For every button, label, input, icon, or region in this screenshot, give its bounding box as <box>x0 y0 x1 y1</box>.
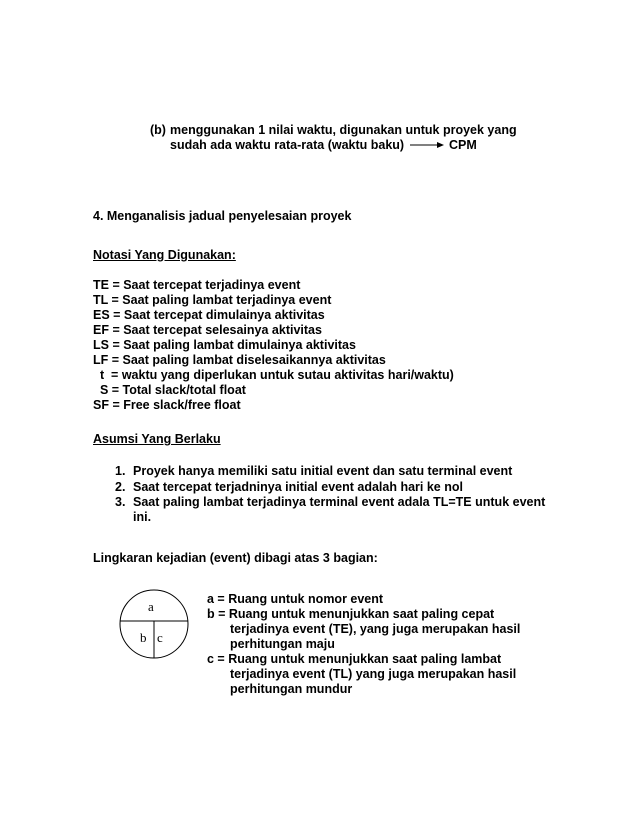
circle-label-b: b <box>140 630 147 645</box>
notation-item: S = Total slack/total float <box>93 383 246 397</box>
arrow-right-icon <box>410 140 444 150</box>
notation-heading: Notasi Yang Digunakan: <box>93 248 236 262</box>
intro-line-1: menggunakan 1 nilai waktu, digunakan untuk proyek yang <box>170 123 517 137</box>
circle-label-c: c <box>157 630 163 645</box>
desc-b-line-2: terjadinya event (TE), yang juga merupakan hasil <box>230 622 521 636</box>
circle-intro: Lingkaran kejadian (event) dibagi atas 3 bagian: <box>93 551 378 565</box>
assumptions-heading: Asumsi Yang Berlaku <box>93 432 221 446</box>
notation-item: LS = Saat paling lambat dimulainya aktivitas <box>93 338 356 352</box>
assumption-text: Saat tercepat terjadninya initial event adalah hari ke nol <box>133 480 463 494</box>
desc-b-line-3: perhitungan maju <box>230 637 335 651</box>
notation-item: t = waktu yang diperlukan untuk sutau aktivitas hari/waktu) <box>93 368 454 382</box>
assumption-text-continued: ini. <box>133 510 152 524</box>
intro-marker: (b) <box>150 123 166 137</box>
section-title: 4. Menganalisis jadual penyelesaian proyek <box>93 209 352 223</box>
notation-item: SF = Free slack/free float <box>93 398 241 412</box>
desc-c-line-2: terjadinya event (TL) yang juga merupakan hasil <box>230 667 517 681</box>
desc-a: a = Ruang untuk nomor event <box>207 592 384 606</box>
assumption-text: Proyek hanya memiliki satu initial event dan satu terminal event <box>133 464 513 478</box>
assumption-number: 1. <box>115 464 126 478</box>
notation-list <box>93 279 454 414</box>
assumption-number: 2. <box>115 480 126 494</box>
cpm-label: CPM <box>449 138 477 152</box>
notation-item: TL = Saat paling lambat terjadinya event <box>93 293 332 307</box>
desc-c-line-1: c = Ruang untuk menunjukkan saat paling lambat <box>207 652 502 666</box>
event-circle-diagram <box>118 588 190 660</box>
circle-label-a: a <box>148 599 154 614</box>
assumption-number: 3. <box>115 495 126 509</box>
intro-line-2: sudah ada waktu rata-rata (waktu baku) <box>170 138 405 152</box>
desc-b-line-1: b = Ruang untuk menunjukkan saat paling cepat <box>207 607 495 621</box>
assumption-text: Saat paling lambat terjadinya terminal event adala TL=TE untuk event <box>133 495 546 509</box>
notation-item: EF = Saat tercepat selesainya aktivitas <box>93 323 322 337</box>
notation-item: ES = Saat tercepat dimulainya aktivitas <box>93 308 325 322</box>
desc-c-line-3: perhitungan mundur <box>230 682 353 696</box>
notation-item: LF = Saat paling lambat diselesaikannya aktivitas <box>93 353 386 367</box>
notation-item: TE = Saat tercepat terjadinya event <box>93 278 301 292</box>
